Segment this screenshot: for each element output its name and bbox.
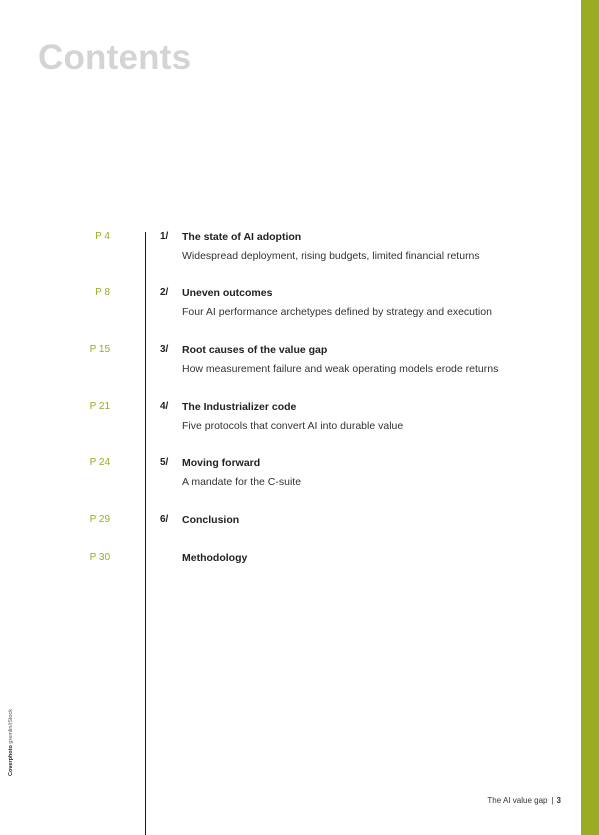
toc-title: Uneven outcomes xyxy=(182,287,273,299)
toc-entry-1[interactable] xyxy=(0,231,580,271)
toc-entry-3[interactable] xyxy=(0,344,580,384)
toc-page-ref: P 24 xyxy=(89,457,110,468)
toc-number: 2/ xyxy=(160,287,169,298)
toc-entry-6[interactable] xyxy=(0,514,580,554)
toc-title: Methodology xyxy=(182,552,248,564)
toc-number: 4/ xyxy=(160,401,169,412)
toc-subtitle: A mandate for the C-suite xyxy=(182,476,302,488)
toc-subtitle: How measurement failure and weak operating models erode returns xyxy=(182,363,499,375)
toc-title: The Industrializer code xyxy=(182,401,297,413)
toc-number: 3/ xyxy=(160,344,169,355)
toc-title: The state of AI adoption xyxy=(182,231,302,243)
toc-number: 1/ xyxy=(160,231,169,242)
page-footer xyxy=(487,796,561,805)
toc-subtitle: Five protocols that convert AI into durable value xyxy=(182,420,404,432)
toc-page-ref: P 8 xyxy=(95,287,110,298)
toc-number: 5/ xyxy=(160,457,169,468)
toc-entry-4[interactable] xyxy=(0,401,580,441)
toc-page-ref: P 15 xyxy=(89,344,110,355)
toc-number: 6/ xyxy=(160,514,169,525)
accent-side-bar xyxy=(581,0,599,835)
toc-page-ref: P 29 xyxy=(89,514,110,525)
page-number: 3 xyxy=(556,796,561,805)
toc-title: Moving forward xyxy=(182,457,261,469)
toc-subtitle: Widespread deployment, rising budgets, limited financial returns xyxy=(182,250,480,262)
toc-entry-2[interactable] xyxy=(0,287,580,327)
toc-entry-5[interactable] xyxy=(0,457,580,497)
toc-page-ref: P 4 xyxy=(95,231,110,242)
photo-credit-label: Coverphoto xyxy=(8,745,14,776)
footer-title: The AI value gap xyxy=(487,796,548,805)
toc-title: Root causes of the value gap xyxy=(182,344,328,356)
toc-title: Conclusion xyxy=(182,514,240,526)
toc-entry-methodology[interactable] xyxy=(0,552,580,592)
photo-credit xyxy=(8,709,14,776)
toc-subtitle: Four AI performance archetypes defined by strategy and execution xyxy=(182,306,492,318)
toc-page-ref: P 21 xyxy=(89,401,110,412)
toc-page-ref: P 30 xyxy=(89,552,110,563)
page-title: Contents xyxy=(38,38,192,77)
footer-separator: | xyxy=(551,796,554,805)
photo-credit-source: gremlin/iStock xyxy=(8,709,14,744)
